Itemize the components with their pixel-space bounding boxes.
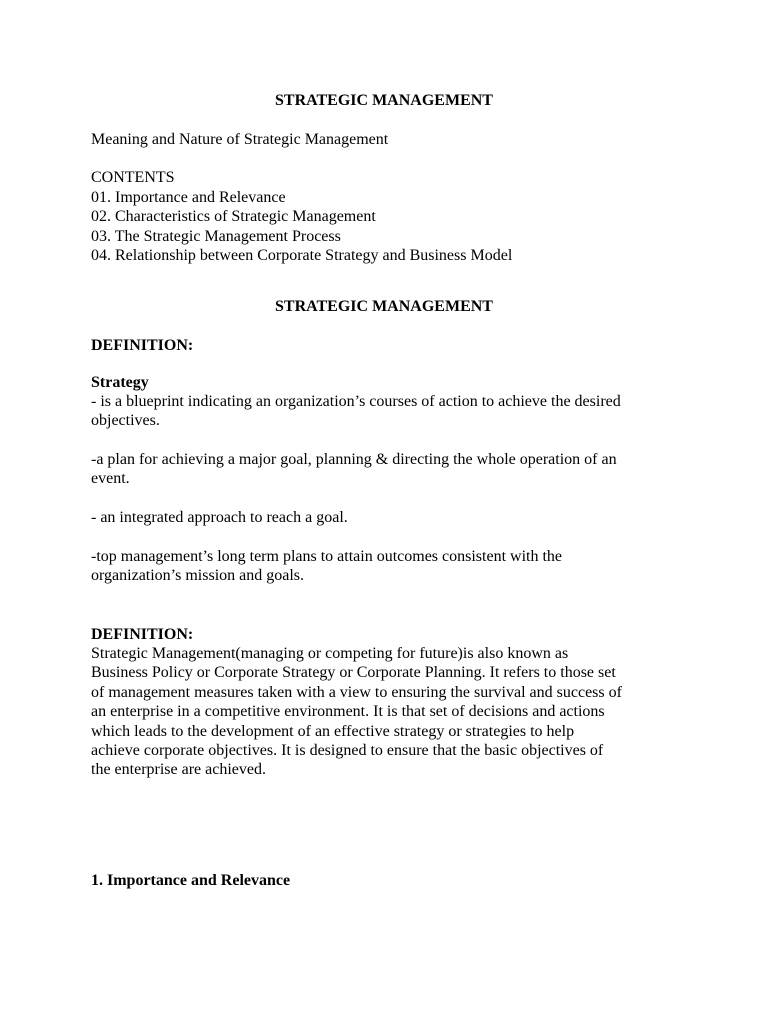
contents-item: 02. Characteristics of Strategic Management: [91, 208, 376, 225]
document-title: STRATEGIC MANAGEMENT: [275, 92, 493, 109]
definition-paragraph: Strategic Management(managing or competing for future)is also known as Business Policy or Corporate Strategy or Corporate Planning. It refers to those set of management measures taken with a view to ensuring the survival and success of an enterprise in a competitive environment. It is that set of decisions and actions which leads to the development of an effective strategy or strategies to help achieve corporate objectives. It is designed to ensure that the basic objectives of the enterprise are achieved.: [91, 645, 622, 779]
section-heading: 1. Importance and Relevance: [91, 872, 291, 889]
definition-point: - is a blueprint indicating an organization’s courses of action to achieve the desired objectives.: [91, 393, 621, 430]
definition-point: - an integrated approach to reach a goal.: [91, 509, 348, 526]
contents-item: 01. Importance and Relevance: [91, 189, 286, 206]
contents-item: 03. The Strategic Management Process: [91, 228, 341, 245]
document-subtitle: Meaning and Nature of Strategic Management: [91, 131, 389, 148]
contents-item: 04. Relationship between Corporate Strategy and Business Model: [91, 247, 513, 264]
definition-heading: DEFINITION:: [91, 337, 194, 354]
definition-point: -a plan for achieving a major goal, planning & directing the whole operation of an event.: [91, 451, 617, 488]
contents-heading: CONTENTS: [91, 169, 175, 186]
definition-term: Strategy: [91, 374, 149, 391]
section-title: STRATEGIC MANAGEMENT: [275, 298, 493, 315]
definition-point: -top management’s long term plans to attain outcomes consistent with the organization’s mission and goals.: [91, 548, 563, 585]
definition-heading: DEFINITION:: [91, 626, 194, 643]
